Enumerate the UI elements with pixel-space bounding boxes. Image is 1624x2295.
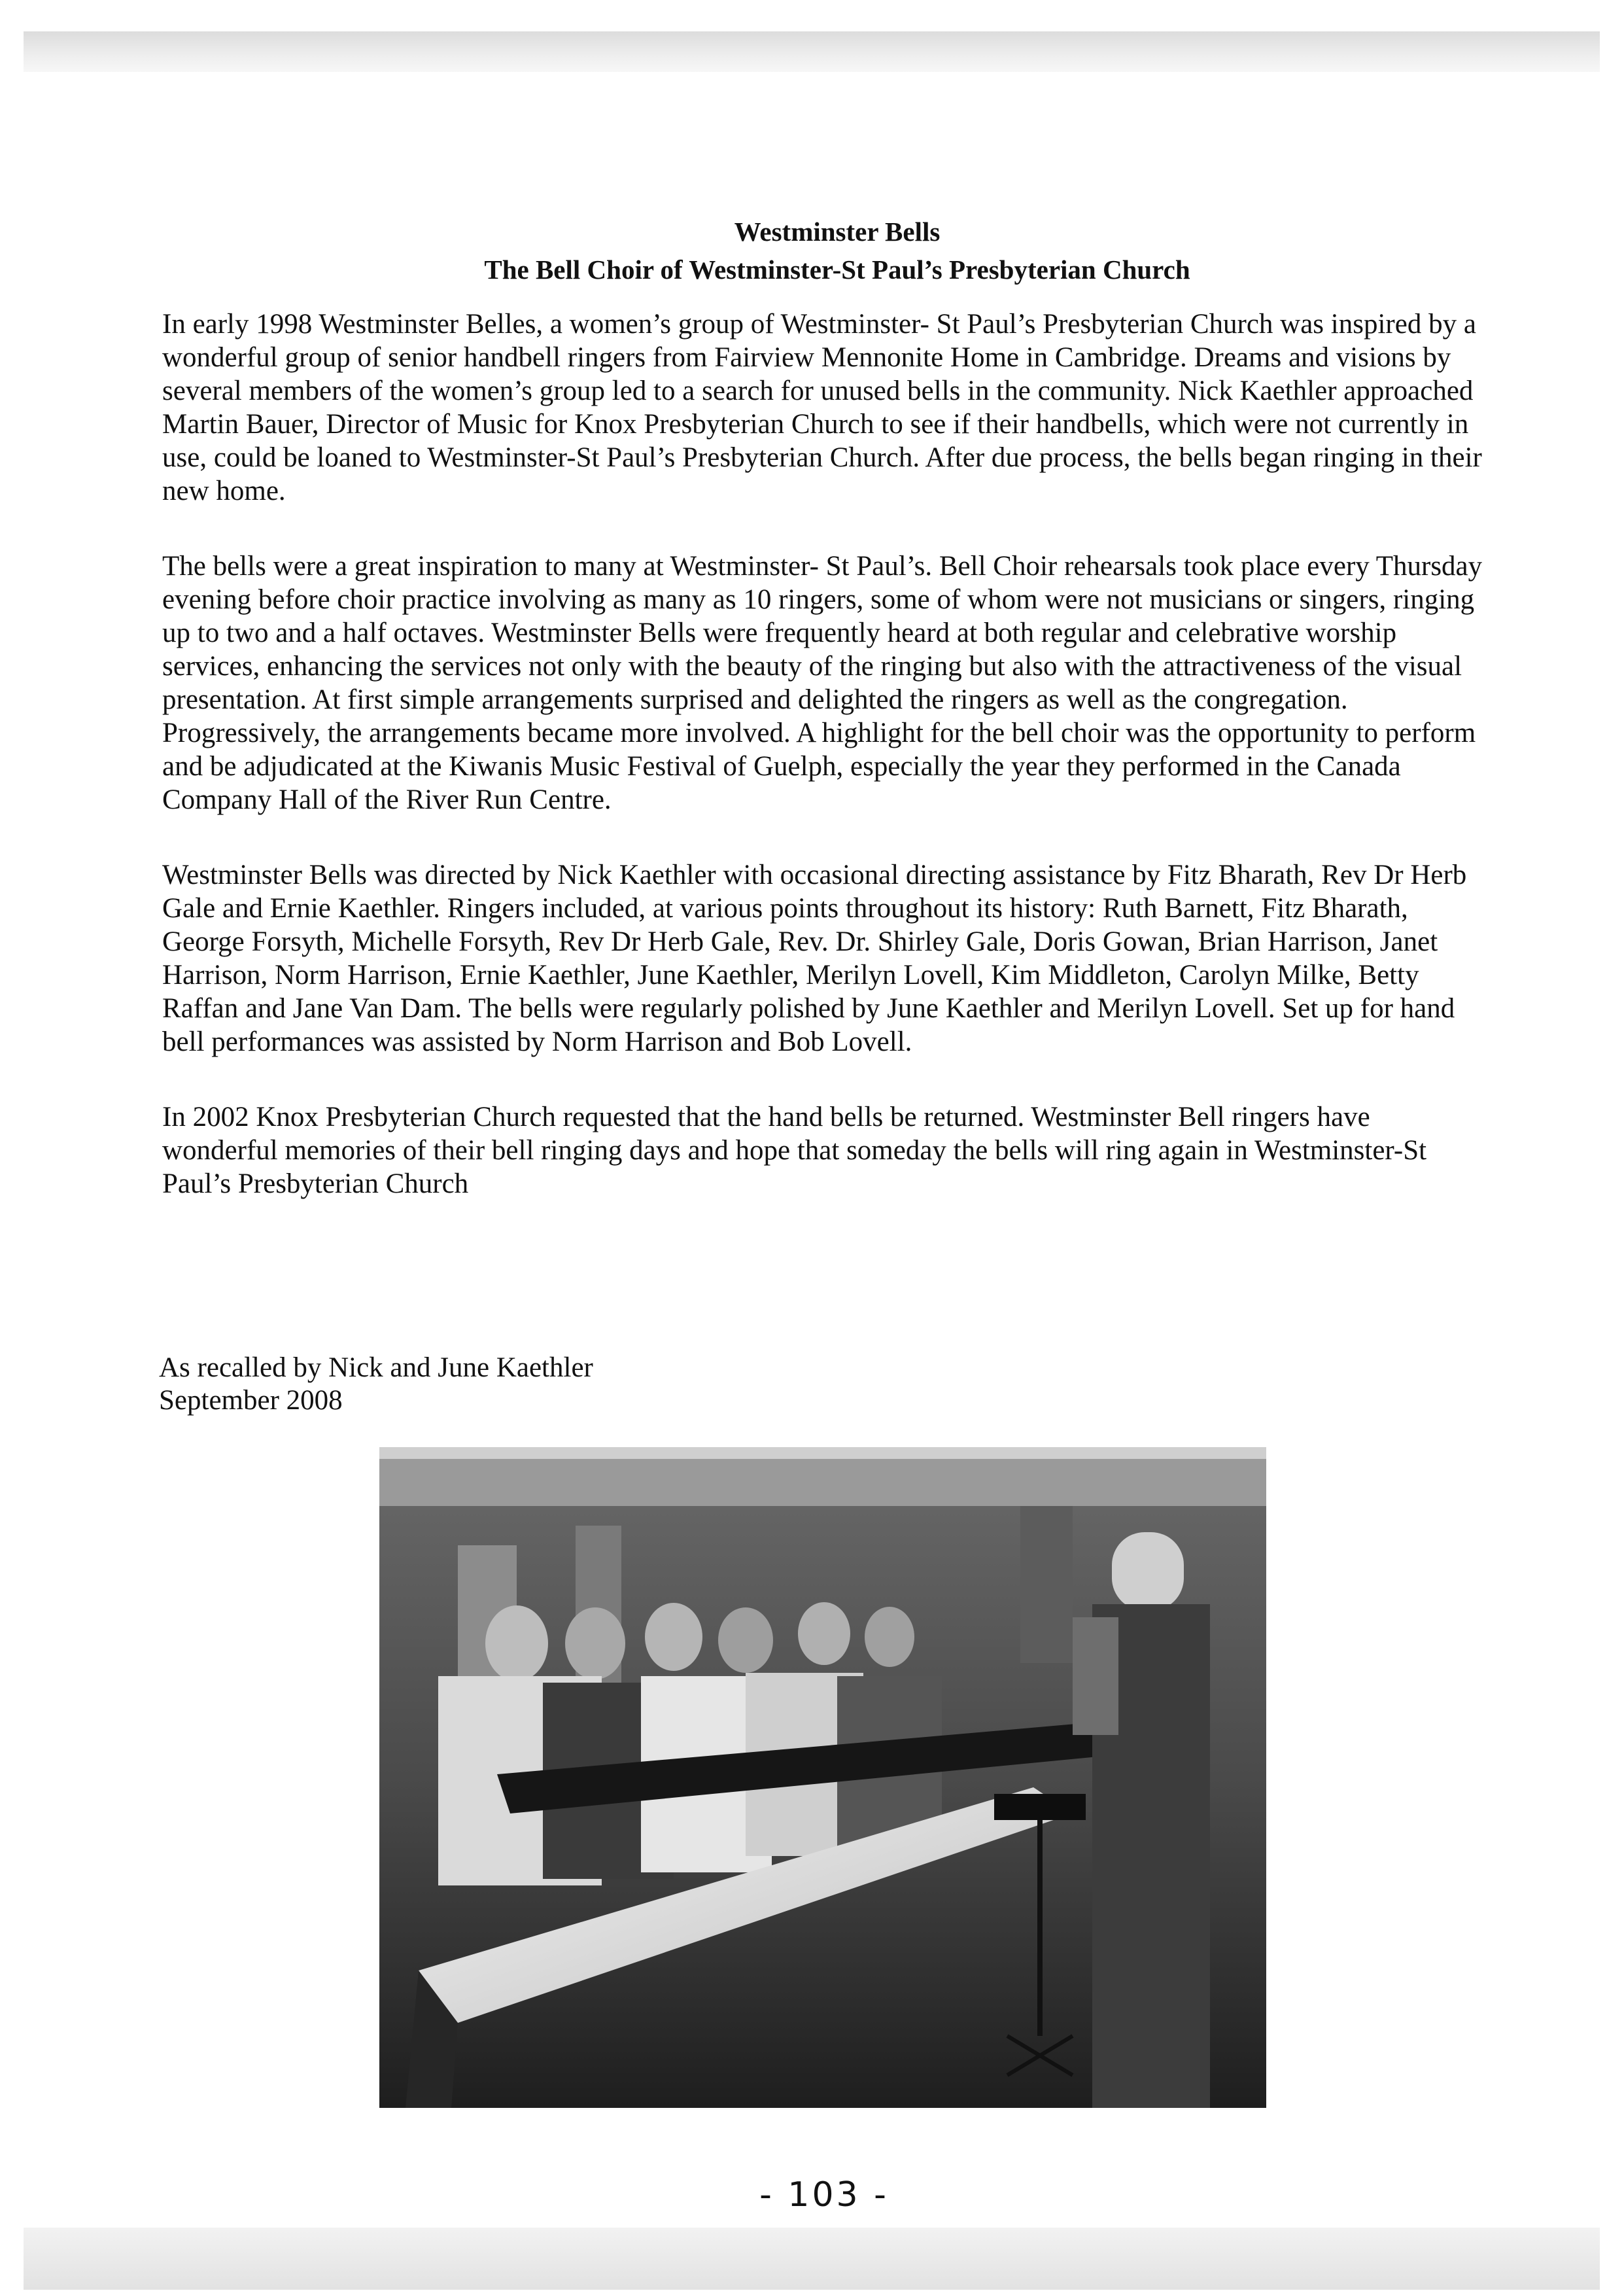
document-title: Westminster Bells — [734, 217, 941, 247]
paragraph-history: In early 1998 Westminster Belles, a women’s group of Westminster- St Paul’s Presbyterian Church was inspired by a wonderful group of senior handbell ringers from Fairview Mennonite Home in Cambridge. Dreams and visions by several members of the women’s group led to a search for unused bells in the community. Nick Kaethler approached Martin Bauer, Director of Music for Knox Presbyterian Church to see if their handbells, which were not currently in use, could be loaned to Westminster-St Paul’s Presbyterian Church. After due process, the bells began ringing in their new home. — [162, 309, 1482, 506]
body-text — [162, 307, 1483, 1242]
bell-choir-photo — [379, 1447, 1266, 2108]
paragraph-return: In 2002 Knox Presbyterian Church requested that the hand bells be returned. Westminster Bell ringers have wonderful memories of their bell ringing days and hope that someday the bells will ring again in Westminster-St Paul’s Presbyterian Church — [162, 1102, 1427, 1199]
scan-shadow-bottom — [24, 2228, 1600, 2290]
bell-choir-photo-drawing — [379, 1447, 1266, 2108]
paragraph-inspiration: The bells were a great inspiration to many at Westminster- St Paul’s. Bell Choir rehearsals took place every Thursday evening before choir practice involving as many as 10 ringers, some of whom were not musicians or singers, ringing up to two and a half octaves. Westminster Bells were frequently heard at both regular and celebrative worship services, enhancing the services not only with the beauty of the ringing but also with the attractiveness of the visual presentation. At first simple arrangements surprised and delighted the ringers as well as the congregation. Progressively, the arrangements became more involved. A highlight for the bell choir was the opportunity to perform and be adjudicated at the Kiwanis Music Festival of Guelph, especially the year they performed in the Canada Company Hall of the River Run Centre. — [162, 551, 1483, 815]
document-subtitle: The Bell Choir of Westminster-St Paul’s Presbyterian Church — [484, 254, 1190, 285]
page-number: - 103 - — [759, 2175, 889, 2215]
paragraph-ringers: Westminster Bells was directed by Nick Kaethler with occasional directing assistance by Fitz Bharath, Rev Dr Herb Gale and Ernie Kaethler. Ringers included, at various points throughout its history: Ruth Barnett, Fitz Bharath, George Forsyth, Michelle Forsyth, Rev Dr Herb Gale, Rev. Dr. Shirley Gale, Doris Gowan, Brian Harrison, Janet Harrison, Norm Harrison, Ernie Kaethler, June Kaethler, Merilyn Lovell, Kim Middleton, Carolyn Milke, Betty Raffan and Jane Van Dam. The bells were regularly polished by June Kaethler and Merilyn Lovell. Set up for hand bell performances was assisted by Norm Harrison and Bob Lovell. — [162, 860, 1467, 1057]
signoff — [159, 1352, 1075, 1417]
signoff-date: September 2008 — [159, 1385, 343, 1416]
title-block — [196, 213, 1478, 289]
signoff-author: As recalled by Nick and June Kaethler — [159, 1352, 593, 1383]
